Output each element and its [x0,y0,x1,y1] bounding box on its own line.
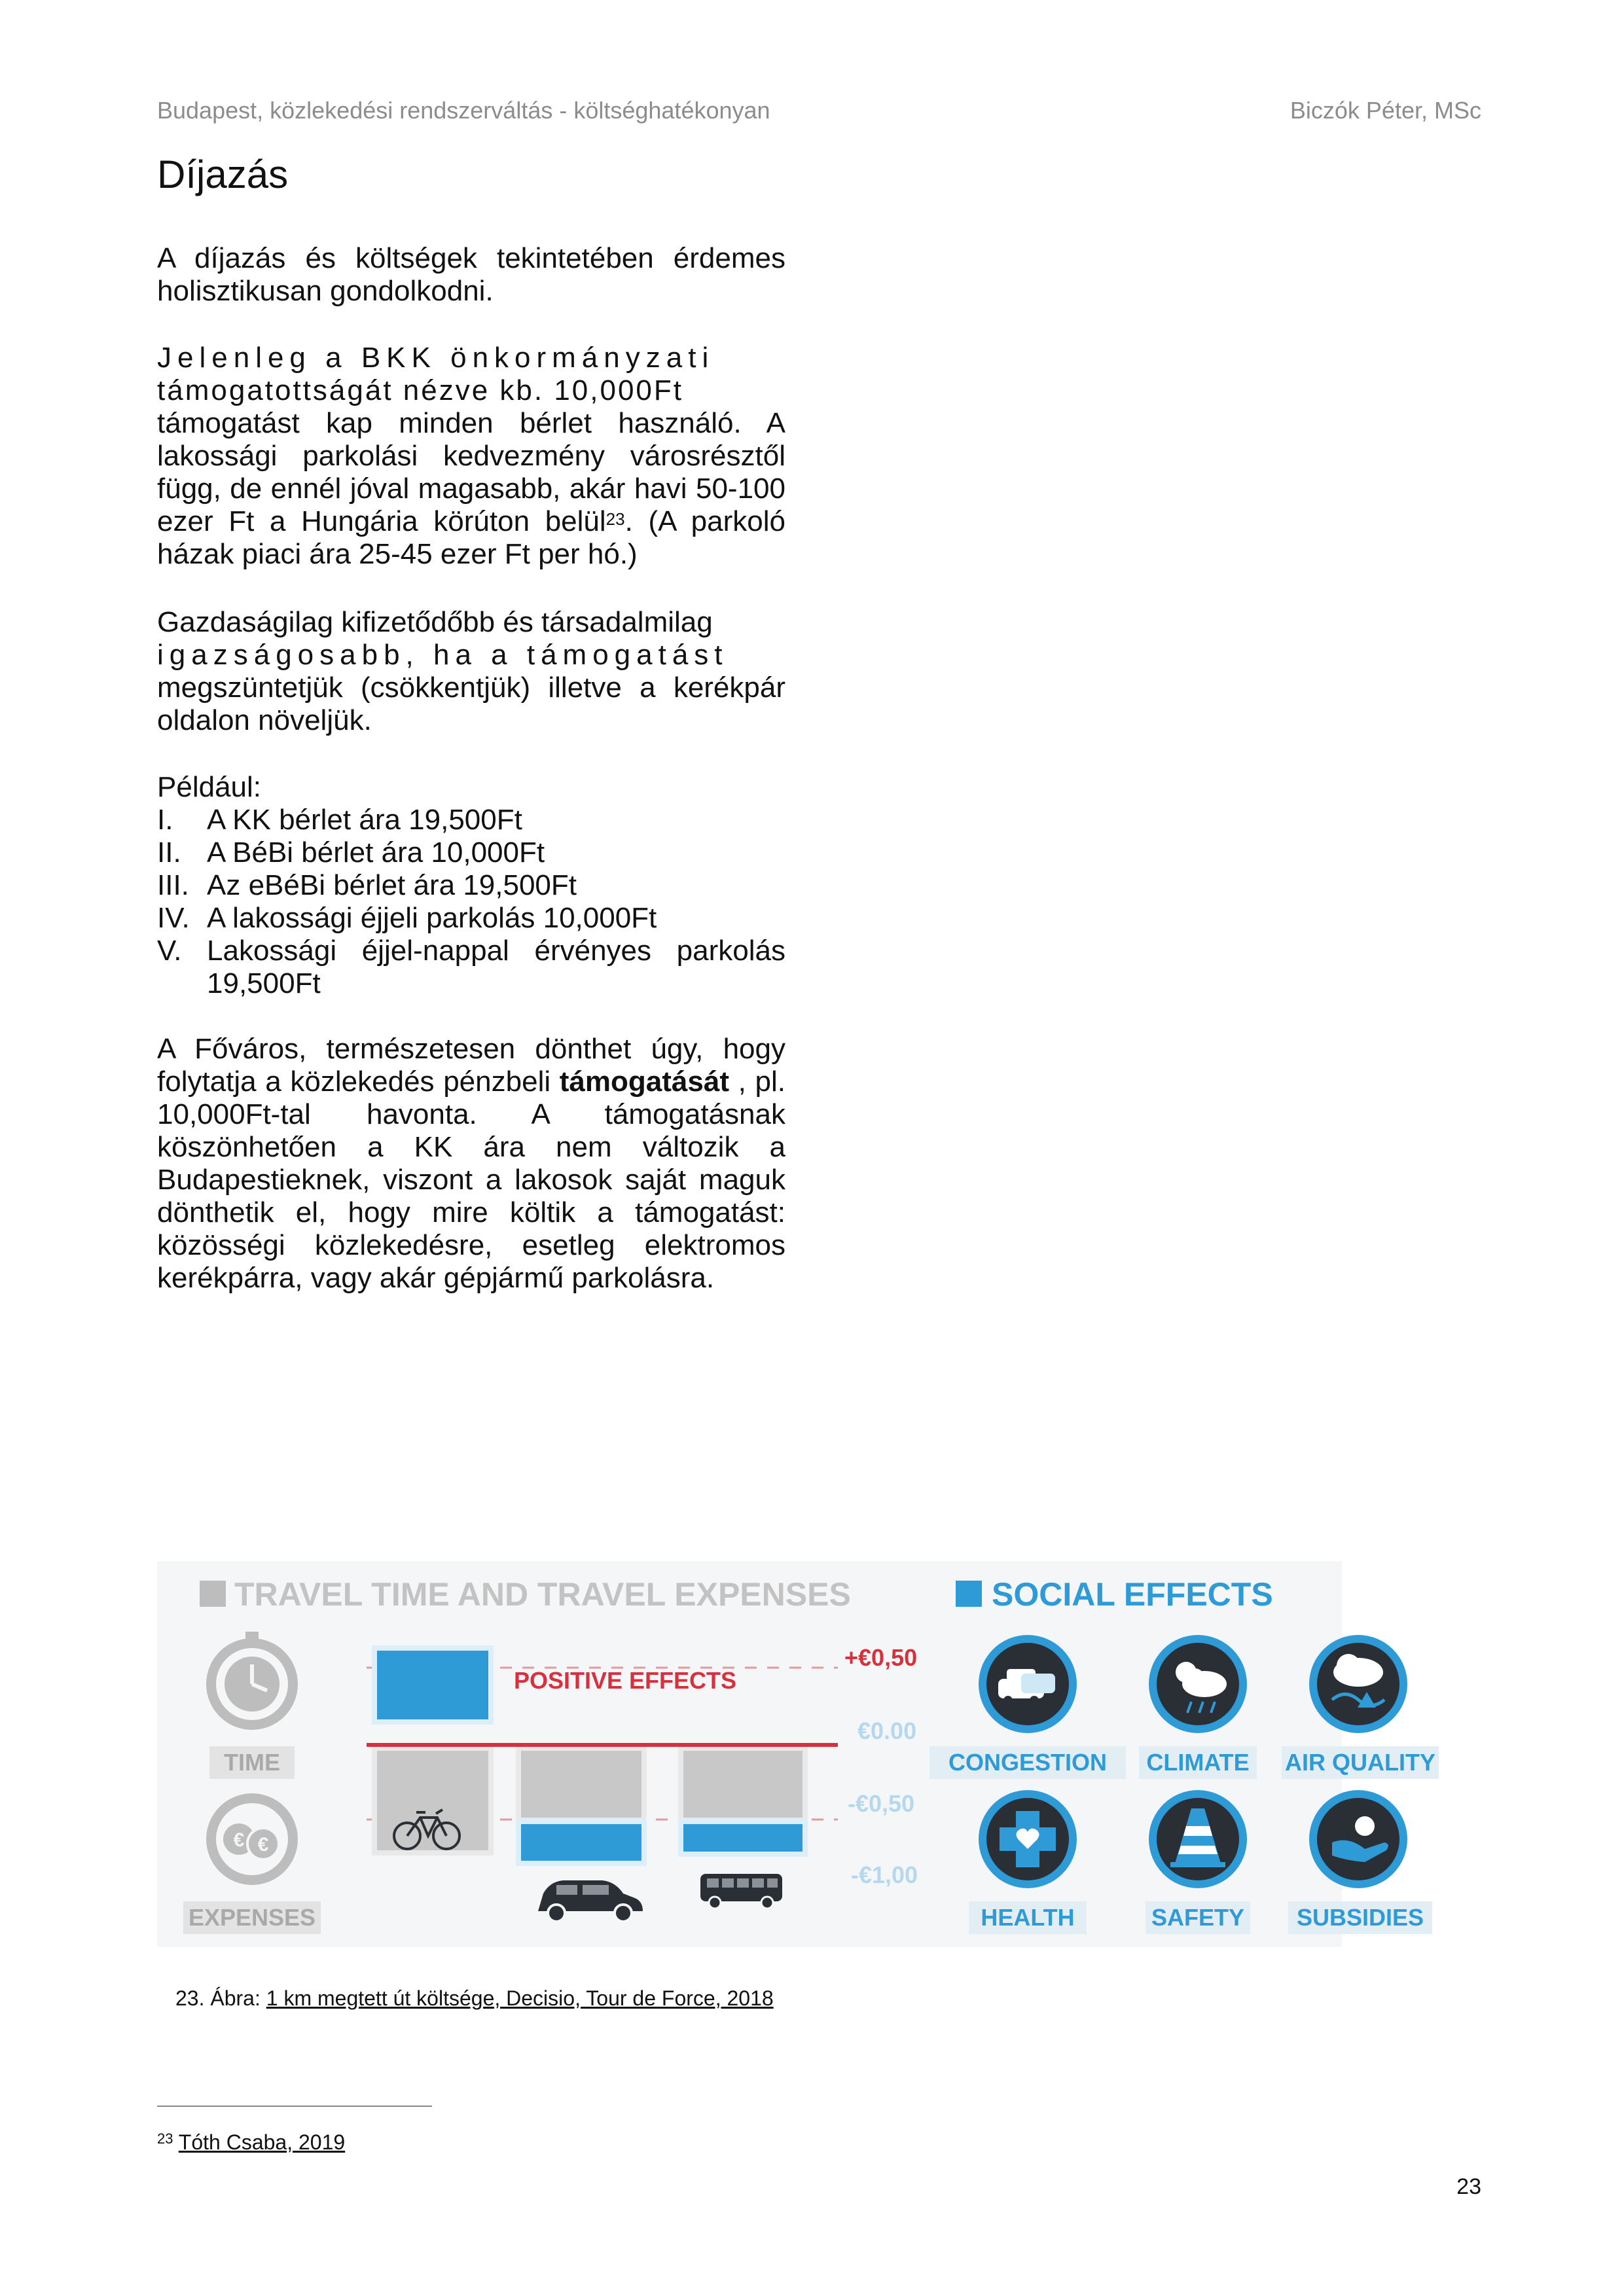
bar-bike-positive [374,1648,491,1722]
paragraph-2 [157,342,785,571]
footnote-ref-23[interactable]: 23 [605,509,625,529]
health-icon [979,1790,1077,1888]
paragraph-5-after: , pl. 10,000Ft-tal havonta. A támogatásnak köszönhetően a KK ára nem változik a Budapestieknek, viszont a lakosok saját maguk dönthetik el, hogy mire költik a támogatást: közösségi közlekedésre, esetleg elektromos kerékpárra, vagy akár gépjármű parkolásra. [157,1066,785,1294]
examples-block [157,771,785,1000]
running-header-title: Budapest, közlekedési rendszerváltás - költséghatékonyan [157,97,770,124]
paragraph-3 [157,606,785,737]
social-label-air-quality: AIR QUALITY [1285,1749,1435,1776]
social-label-subsidies: SUBSIDIES [1296,1904,1424,1931]
list-item [157,804,785,836]
coins-icon [206,1793,298,1885]
paragraph-2-rest: támogatást kap minden bérlet használó. A lakossági parkolási kedvezmény városrésztől függ, de ennél jóval magasabb, akár havi 50-100 ezer Ft a Hungária körúton belül [157,407,785,537]
caption-prefix: 23. Ábra: [175,1986,266,2010]
list-item-text: A BéBi bérlet ára 10,000Ft [207,836,545,869]
paragraph-2-line-1: Jelenleg a BKK önkormányzati [157,342,715,374]
air-quality-icon [1309,1635,1407,1733]
list-item-text: A KK bérlet ára 19,500Ft [207,804,522,836]
examples-intro: Például: [157,771,262,803]
safety-cone-icon [1149,1790,1247,1888]
list-item-number: II. [157,836,181,869]
paragraph-3-line-1: Gazdaságilag kifizetődőbb és társadalmilag [157,606,713,638]
congestion-icon [979,1635,1077,1733]
paragraph-intro [157,242,785,308]
social-label-climate: CLIMATE [1146,1749,1250,1776]
social-label-congestion: CONGESTION [948,1749,1108,1776]
paragraph-2-after: . (A parkoló házak piaci ára 25-45 ezer Ft per hó.) [157,505,785,570]
tick-label: -€1,00 [851,1861,918,1888]
caption-source-link[interactable]: 1 km megtett út költsége, Decisio, Tour de Force, 2018 [266,1986,774,2010]
tick-label: €0.00 [857,1717,917,1744]
list-item-number: IV. [157,902,190,934]
paragraph-3-rest: megszüntetjük (csökkentjük) illetve a kerékpár oldalon növeljük. [157,672,785,736]
social-label-safety: SAFETY [1151,1904,1245,1931]
footnote-number: 23 [157,2130,173,2147]
cost-infographic [157,1561,1456,1954]
examples-list [157,804,785,1000]
paragraph-5-before: A Főváros, természetesen dönthet úgy, hogy folytatja a közlekedés pénzbeli [157,1033,785,1098]
paragraph-5 [157,1033,785,1295]
list-item-text: A lakossági éjjeli parkolás 10,000Ft [207,902,657,934]
svg-text:€: € [257,1834,269,1856]
bar-bus-time [681,1748,805,1820]
footnote [157,2130,345,2155]
paragraph-3-line-2: igazságosabb, ha a támogatást [157,639,729,671]
bar-car-time [518,1748,644,1820]
legend-gray-swatch [200,1581,226,1607]
time-label: TIME [224,1749,280,1776]
list-item [157,935,785,1000]
subsidies-hand-icon [1309,1790,1407,1888]
list-item [157,836,785,869]
page-number: 23 [1456,2174,1481,2199]
social-label-health: HEALTH [981,1904,1075,1931]
list-item-number: V. [157,935,182,967]
list-item-text: Az eBéBi bérlet ára 19,500Ft [207,869,577,901]
list-item [157,869,785,902]
paragraph-2-body [157,407,785,571]
running-header-author: Biczók Péter, MSc [1290,97,1481,124]
paragraph-5-bold: támogatását [559,1066,729,1098]
section-title: Díjazás [157,152,289,196]
list-item-number: I. [157,804,173,836]
tick-label: -€0,50 [848,1790,915,1817]
positive-effects-label: POSITIVE EFFECTS [514,1667,737,1694]
paragraph-2-line-2: támogatottságát nézve kb. 10,000Ft [157,374,684,406]
list-item-text: Lakossági éjjel-nappal érvényes parkolás 19,500Ft [207,935,785,999]
footnote-rule [157,2106,432,2107]
list-item-number: III. [157,869,189,901]
bar-car-social [518,1821,644,1863]
paragraph-5-body [157,1033,785,1295]
figure-caption [175,1986,774,2011]
legend-travel-label: TRAVEL TIME AND TRAVEL EXPENSES [234,1576,851,1613]
climate-icon [1149,1635,1247,1733]
expenses-label: EXPENSES [188,1904,316,1931]
legend-blue-swatch [956,1581,982,1607]
paragraph-1: A díjazás és költségek tekintetében érdemes holisztikusan gondolkodni. [157,242,785,307]
legend-social-label: SOCIAL EFFECTS [992,1576,1273,1613]
svg-text:€: € [233,1829,245,1851]
footnote-link[interactable]: Tóth Csaba, 2019 [178,2130,346,2154]
bar-bus-social [681,1821,805,1854]
list-item [157,902,785,935]
tick-label: +€0,50 [844,1644,918,1671]
